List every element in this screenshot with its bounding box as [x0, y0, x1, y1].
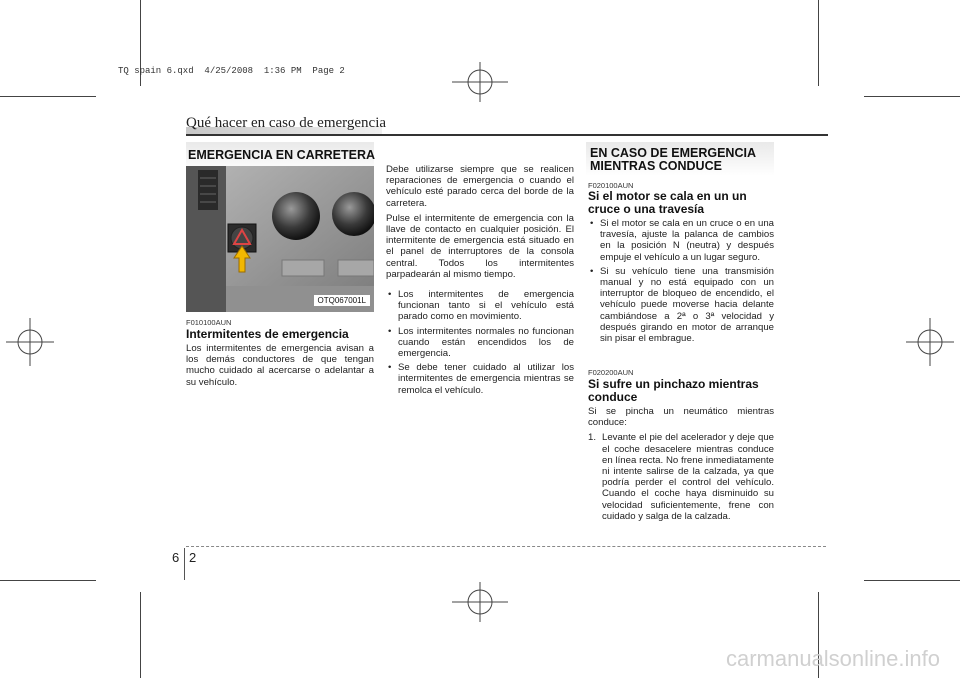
page-number: 2: [189, 550, 197, 565]
bullet-list: [386, 289, 574, 396]
image-caption: OTQ067001L: [314, 295, 370, 306]
list-item: • Si su vehículo tiene una transmisión manual y no está equipado con un interruptor de bloqueo de encendido, el vehículo puede moverse hacia delante cambiándose a 2ª o 3ª velocidad y después girando en motor de arranque sin pisar el embrague.: [588, 266, 774, 344]
section-code: F020200AUN: [588, 368, 634, 377]
list-number: 1.: [588, 432, 597, 444]
list-item: • Se debe tener cuidado al utilizar los intermitentes de emergencia mientras se remolca el vehículo.: [386, 362, 574, 396]
heading-line: conduce: [588, 390, 638, 404]
crop-mark: [864, 580, 960, 581]
paragraph: Debe utilizarse siempre que se realicen reparaciones de emergencia o cuando el vehículo esté parado cerca del borde de la carretera.: [386, 164, 574, 209]
registration-mark-icon: [906, 318, 954, 366]
list-item: [588, 432, 774, 522]
registration-mark-icon: [6, 318, 54, 366]
section-code: F020100AUN: [588, 181, 634, 190]
section-title-line: EN CASO DE EMERGENCIA: [590, 146, 756, 160]
list-text: Levante el pie del acelerador y deje que el coche desacelere mientras conduce en línea recta. No frene inmediatamente ni intente salirse de la calzada, ya que podría perder el control del vehículo. Cuando el coche haya disminuido su velocidad suficientemente, frene con cuidado y salga de la calzada.: [602, 432, 774, 522]
section-heading: [588, 378, 759, 404]
crop-mark: [140, 592, 141, 678]
hazard-switch-photo: [186, 166, 374, 312]
crop-mark: [818, 0, 819, 86]
page-number-divider: [184, 548, 185, 580]
page-section-number: 6: [172, 550, 180, 565]
middle-column: [386, 164, 574, 399]
registration-mark-icon: [452, 582, 508, 622]
file-header: TQ spain 6.qxd 4/25/2008 1:36 PM Page 2: [118, 66, 345, 76]
watermark: carmanualsonline.info: [725, 646, 940, 671]
list-item: • Los intermitentes de emergencia funcionan tanto si el vehículo está parado como en movimiento.: [386, 289, 574, 323]
crop-mark: [0, 96, 96, 97]
heading-line: cruce o una travesía: [588, 202, 705, 216]
section-code: F010100AUN: [186, 318, 232, 327]
numbered-list: [588, 432, 774, 522]
heading-line: Si el motor se cala en un un: [588, 189, 747, 203]
section-title: EMERGENCIA EN CARRETERA: [188, 148, 376, 162]
heading-line: Si sufre un pinchazo mientras: [588, 377, 759, 391]
crop-mark: [864, 96, 960, 97]
paragraph: Si se pincha un neumático mientras conduce:: [588, 406, 774, 429]
section-title: [590, 147, 756, 173]
section-heading: Intermitentes de emergencia: [186, 327, 349, 341]
running-header: Qué hacer en caso de emergencia: [186, 115, 387, 131]
paragraph: Los intermitentes de emergencia avisan a los demás conductores de que tengan mucho cuidado al acercarse o adelantar a su vehículo.: [186, 343, 374, 388]
header-rule: [186, 134, 828, 136]
right-bullets: [588, 218, 774, 347]
right-flat-tire: [588, 406, 774, 522]
registration-mark-icon: [452, 62, 508, 102]
hazard-switch-illustration: [186, 166, 374, 312]
paragraph: Pulse el intermitente de emergencia con la llave de contacto en cualquier posición. El intermitente de emergencia está situado en el panel de interruptores de la consola central. Todos los intermitentes parpadearán al mismo tiempo.: [386, 212, 574, 280]
crop-mark: [0, 580, 96, 581]
section-title-line: MIENTRAS CONDUCE: [590, 159, 722, 173]
list-item: • Los intermitentes normales no funcionan cuando están encendidos los de emergencia.: [386, 326, 574, 360]
section-paragraph: [186, 343, 374, 392]
bullet-list: [588, 218, 774, 344]
section-heading: [588, 190, 747, 216]
list-item: • Si el motor se cala en un cruce o en una travesía, ajuste la palanca de cambios en la posición N (neutra) y después empuje el vehículo a un lugar seguro.: [588, 218, 774, 263]
footer-rule: [186, 546, 826, 547]
